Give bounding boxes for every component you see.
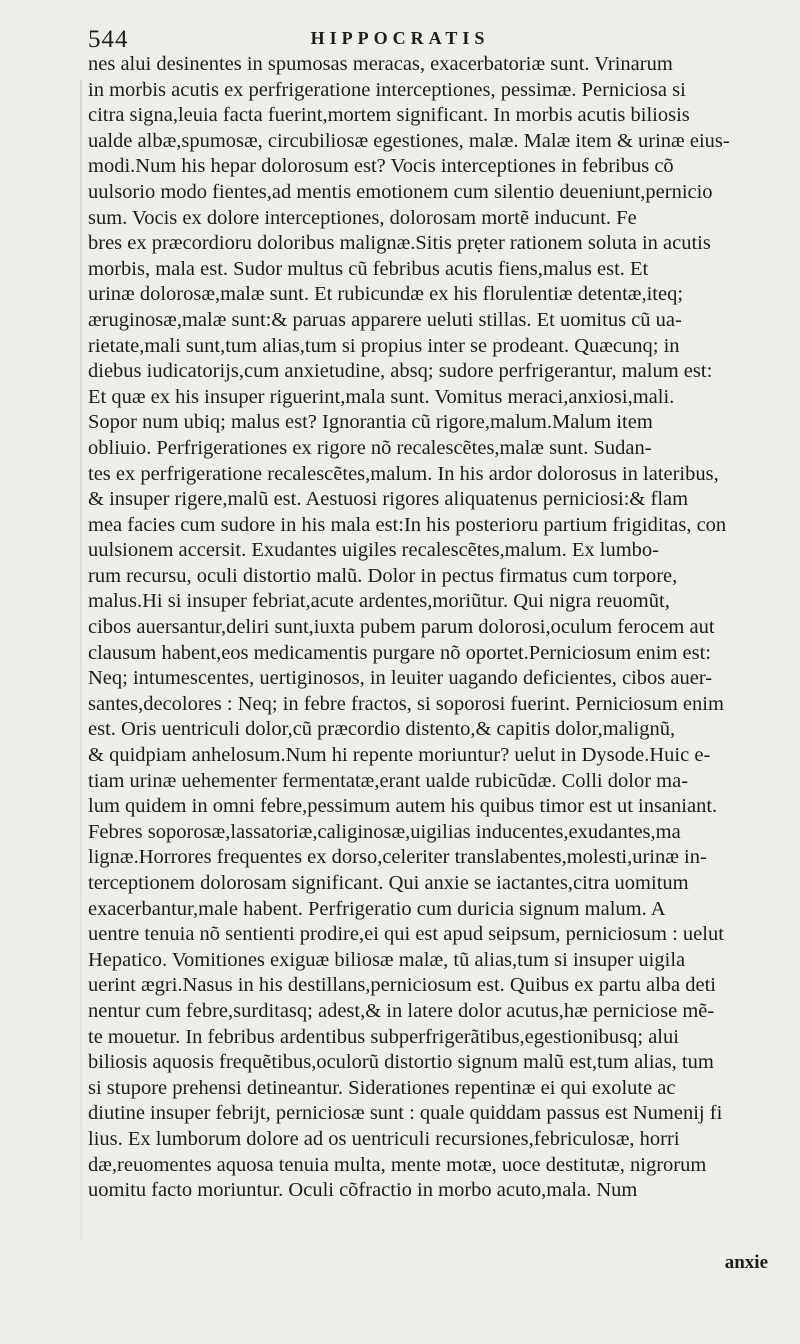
- text-line: uulsionem accersit. Exudantes uigiles recalescẽtes,malum. Ex lumbo-: [88, 539, 659, 562]
- text-line: est. Oris uentriculi dolor,cũ præcordio distento,& capitis dolor,malignũ,: [88, 718, 676, 741]
- text-line: te mouetur. In febribus ardentibus subperfrigerãtibus,egestionibusq; alui: [88, 1025, 679, 1048]
- text-line: sum. Vocis ex dolore interceptiones, dolorosam mortẽ inducunt. Fe: [88, 206, 637, 229]
- text-line: lius. Ex lumborum dolore ad os uentriculi recursiones,febriculosæ, horri: [88, 1127, 680, 1150]
- text-line: uomitu facto moriuntur. Oculi cõfractio in morbo acuto,mala. Num: [88, 1179, 638, 1202]
- text-line: urinæ dolorosæ,malæ sunt. Et rubicundæ ex his florulentiæ detentæ,iteq;: [88, 283, 684, 306]
- text-line: dæ,reuomentes aquosa tenuia multa, mente motæ, uoce destitutæ, nigrorum: [88, 1153, 707, 1176]
- text-line: in morbis acutis ex perfrigeratione interceptiones, pessimæ. Perniciosa si: [88, 78, 686, 101]
- text-line: morbis, mala est. Sudor multus cũ febribus acutis fiens,malus est. Et: [88, 257, 649, 280]
- page-number: 544: [88, 26, 129, 53]
- text-line: & insuper rigere,malũ est. Aestuosi rigores aliquatenus perniciosi:& flam: [88, 488, 689, 511]
- text-line: cibos auersantur,deliri sunt,iuxta pubem parum dolorosi,oculum ferocem aut: [88, 616, 715, 639]
- gutter-shadow: [80, 80, 82, 1240]
- text-line: terceptionem dolorosam significant. Qui anxie se iactantes,citra uomitum: [88, 872, 689, 894]
- text-line: citra signa,leuia facta fuerint,mortem significant. In morbis acutis biliosis: [88, 104, 690, 127]
- text-line: uerint ægri.Nasus in his destillans,perniciosum est. Quibus ex partu alba deti: [88, 974, 716, 997]
- text-line: tes ex perfrigeratione recalescẽtes,malum. In his ardor dolorosus in lateribus,: [88, 462, 719, 485]
- text-line: Hepatico. Vomitiones exiguæ biliosæ malæ, tũ alias,tum si insuper uigila: [88, 948, 686, 971]
- running-head: HIPPOCRATIS: [310, 28, 490, 48]
- text-line: Neq; intumescentes, uertiginosos, in leuiter uagando deficientes, cibos auer-: [88, 667, 713, 690]
- text-line: obliuio. Perfrigerationes ex rigore nõ recalescẽtes,malæ sunt. Sudan-: [88, 436, 652, 459]
- text-line: Febres soporosæ,lassatoriæ,caliginosæ,uigilias inducentes,exudantes,ma: [88, 820, 681, 843]
- text-line: diutine insuper febrijt, perniciosæ sunt : quale quiddam passus est Numenij fi: [88, 1102, 723, 1125]
- catchword: anxie: [724, 1252, 768, 1273]
- text-line: bres ex præcordioru doloribus malignæ.Sitis prẹter rationem soluta in acutis: [88, 232, 711, 255]
- text-line: tiam urinæ uehementer fermentatæ,erant ualde rubicũdæ. Colli dolor ma-: [88, 769, 689, 792]
- text-line: & quidpiam anhelosum.Num hi repente moriuntur? uelut in Dysode.Huic e-: [88, 744, 711, 767]
- text-line: lignæ.Horrores frequentes ex dorso,celeriter translabentes,molesti,urinæ in-: [88, 846, 707, 869]
- text-line: æruginosæ,malæ sunt:& paruas apparere ueluti stillas. Et uomitus cũ ua-: [88, 308, 682, 331]
- text-line: biliosis aquosis frequẽtibus,oculorũ distortio signum malũ est,tum alias, tum: [88, 1051, 714, 1074]
- text-line: diebus iudicatorijs,cum anxietudine, absq; sudore perfrigerantur, malum est:: [88, 360, 713, 383]
- text-line: ualde albæ,spumosæ, circubiliosæ egestiones, malæ. Malæ item & urinæ eius-: [88, 129, 730, 152]
- text-line: Sopor num ubiq; malus est? Ignorantia cũ rigore,malum.Malum item: [88, 411, 653, 434]
- text-line: malus.Hi si insuper febriat,acute ardentes,moriũtur. Qui nigra reuomũt,: [88, 590, 670, 613]
- text-line: santes,decolores : Neq; in febre fractos, si soporosi fuerint. Perniciosum enim: [88, 692, 724, 715]
- text-line: nentur cum febre,surditasq; adest,& in latere dolor acutus,hæ perniciose mẽ-: [88, 999, 715, 1022]
- text-line: Et quæ ex his insuper riguerint,mala sunt. Vomitus meraci,anxiosi,mali.: [88, 385, 675, 408]
- text-line: lum quidem in omni febre,pessimum autem his quibus timor est ut insaniant.: [88, 795, 718, 818]
- text-line: uulsorio modo fientes,ad mentis emotionem cum silentio deueniunt,pernicio: [88, 180, 713, 203]
- text-line: rum recursu, oculi distortio malũ. Dolor in pectus firmatus cum torpore,: [88, 564, 678, 587]
- text-line: clausum habent,eos medicamentis purgare nõ oportet.Perniciosum enim est:: [88, 641, 712, 664]
- text-line: exacerbantur,male habent. Perfrigeratio cum duricia signum malum. A: [88, 897, 666, 920]
- text-line: mea facies cum sudore in his mala est:In his posterioru partium frigiditas, con: [88, 513, 727, 536]
- text-line: nes alui desinentes in spumosas meracas, exacerbatoriæ sunt. Vrinarum: [88, 53, 673, 75]
- text-line: uentre tenuia nõ sentienti prodire,ei qui est apud seipsum, perniciosum : uelut: [88, 923, 724, 946]
- body-text: [88, 52, 768, 1204]
- text-line: modi.Num his hepar dolorosum est? Vocis interceptiones in febribus cõ: [88, 155, 674, 178]
- text-line: si stupore prehensi detineantur. Siderationes repentinæ ei qui exolute ac: [88, 1076, 676, 1099]
- text-line: rietate,mali sunt,tum alias,tum si propius inter se prodeant. Quæcunq; in: [88, 334, 680, 357]
